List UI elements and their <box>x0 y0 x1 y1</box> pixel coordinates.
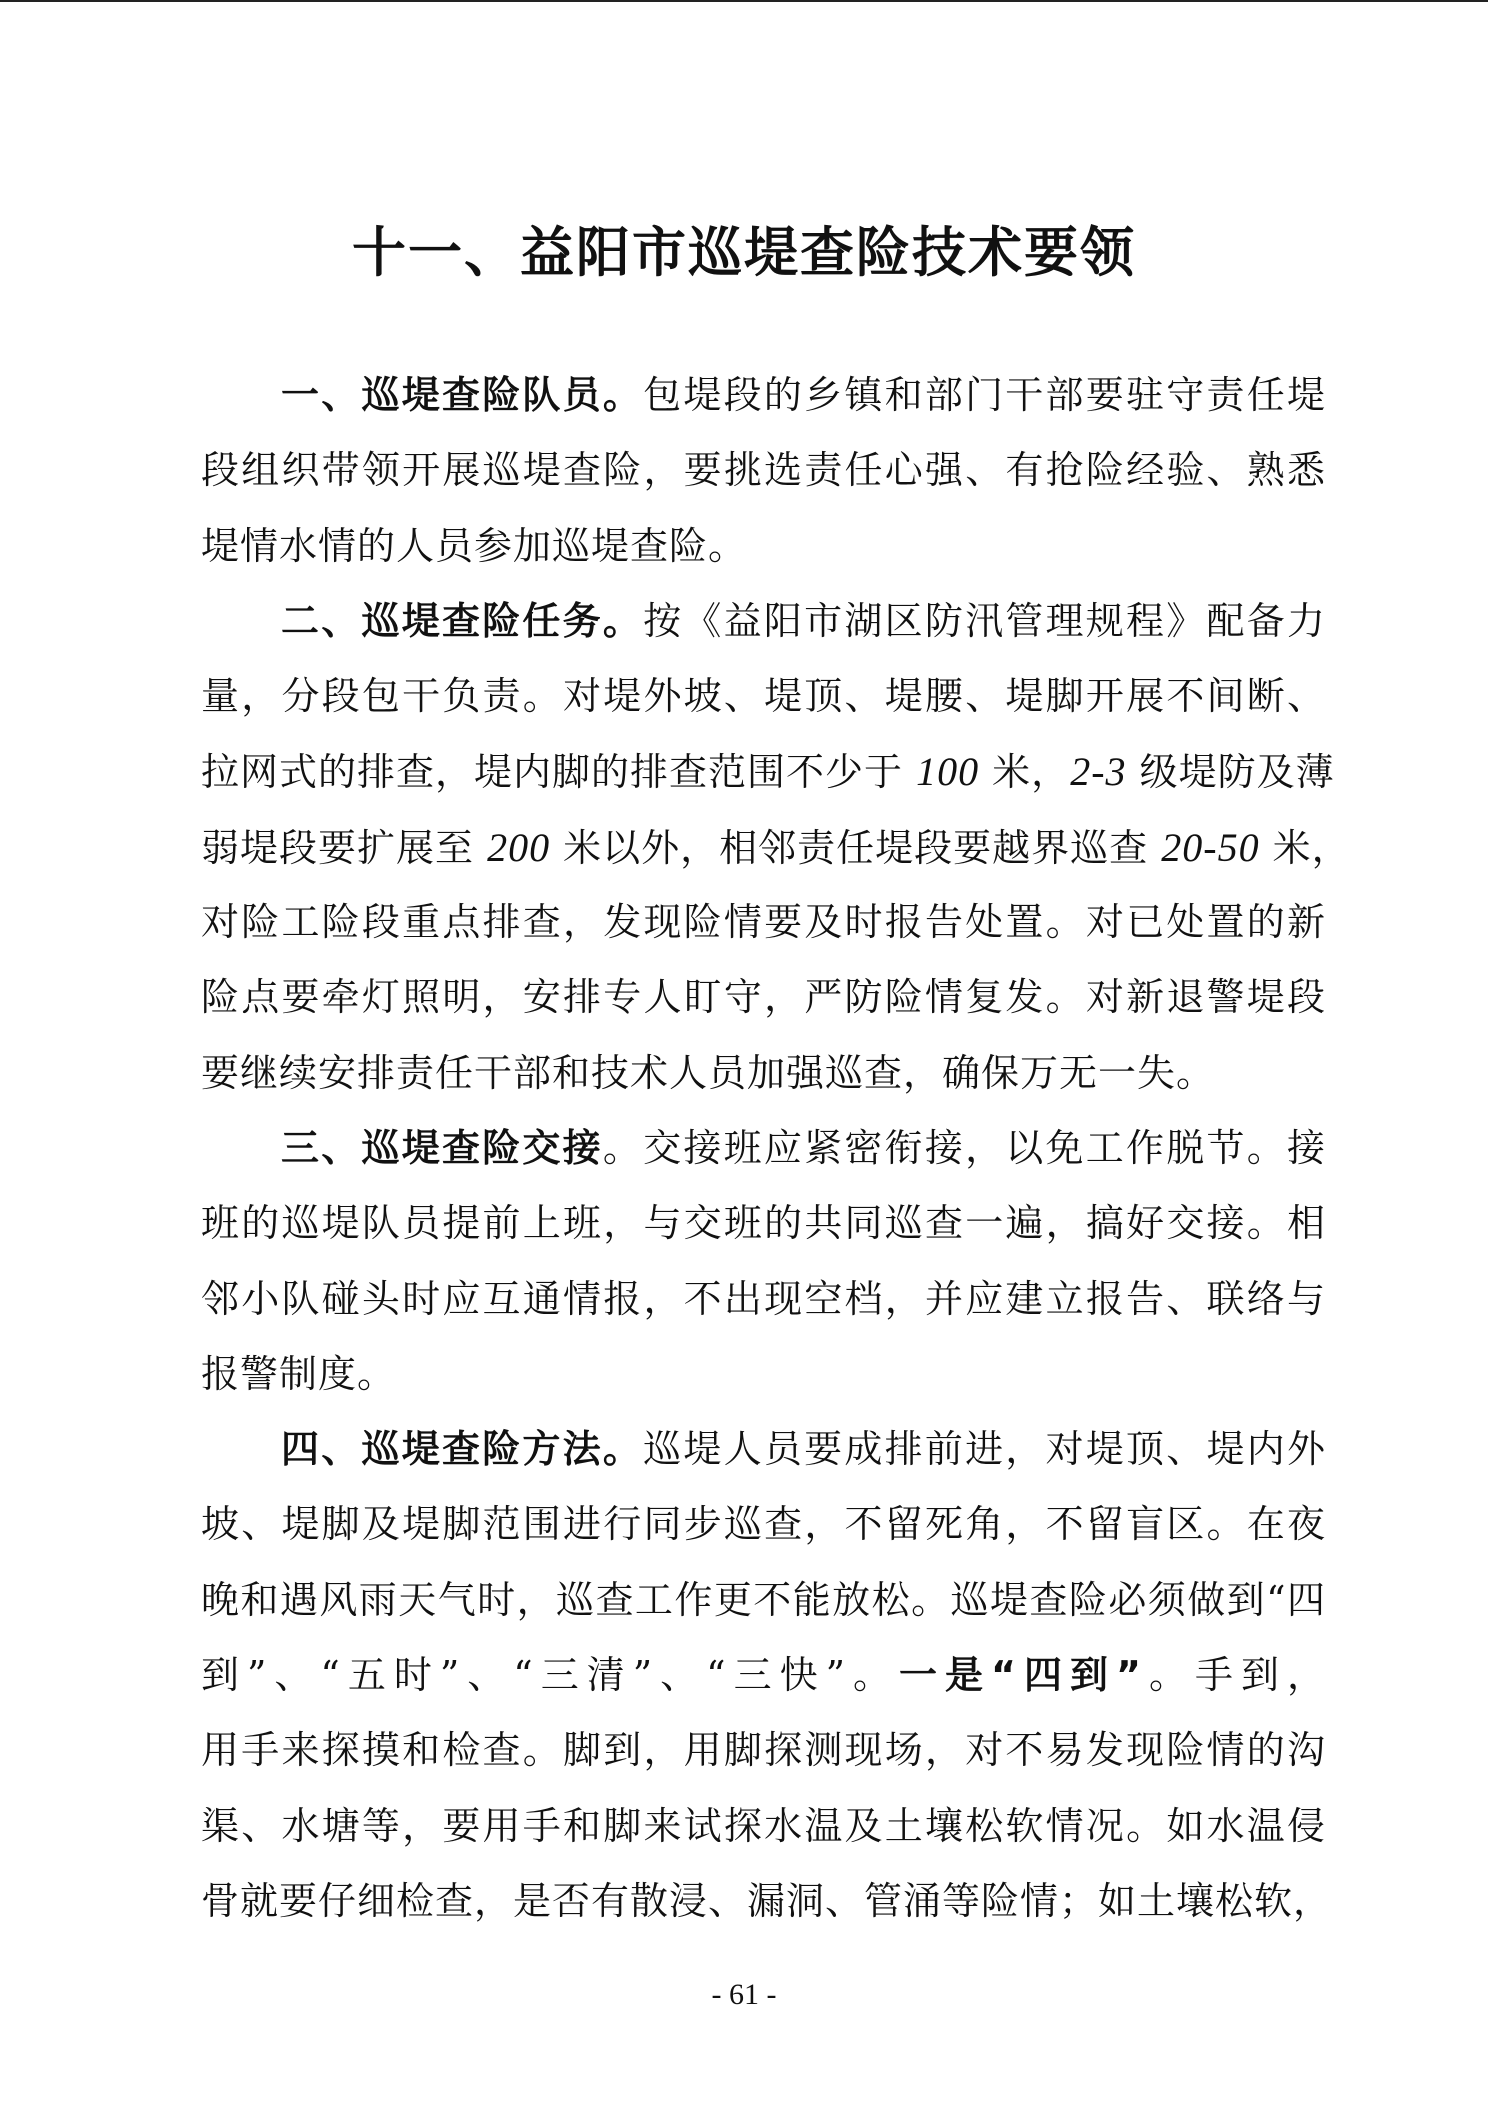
text-segment: 段组织带领开展巡堤查险，要挑选责任心强、有抢险经验、熟悉 <box>201 448 1326 493</box>
text-line <box>201 1186 1326 1261</box>
text-line <box>201 1262 1326 1337</box>
text-line <box>201 1036 1326 1111</box>
text-segment: 米， <box>979 750 1071 795</box>
text-line <box>201 1864 1333 1939</box>
text-segment: 拉网式的排查，堤内脚的排查范围不少于 <box>201 750 917 795</box>
text-line <box>201 659 1326 734</box>
text-segment: 按《益阳市湖区防汛管理规程》配备力 <box>643 598 1326 643</box>
text-line <box>201 1563 1326 1638</box>
text-line <box>201 1713 1326 1788</box>
page-top-border <box>0 0 1488 2</box>
text-segment: 到”、“五时”、“三清”、“三快”。 <box>201 1653 900 1698</box>
section-heading: 一是“四到” <box>899 1653 1142 1698</box>
document-body <box>201 358 1351 1939</box>
text-segment: 200 <box>487 824 551 870</box>
text-segment: 级堤防及薄 <box>1126 750 1335 795</box>
text-line <box>201 734 1335 809</box>
text-segment: 巡堤人员要成排前进，对堤顶、堤内外 <box>643 1427 1326 1472</box>
text-line <box>201 584 1326 659</box>
text-line <box>201 1412 1326 1487</box>
section-heading: 四、巡堤查险方法。 <box>281 1427 644 1472</box>
text-segment: 100 <box>916 749 980 795</box>
paragraph <box>201 358 1326 584</box>
text-segment: 班的巡堤队员提前上班，与交班的共同巡查一遍，搞好交接。相 <box>201 1201 1326 1246</box>
text-segment: 堤情水情的人员参加巡堤查险。 <box>201 523 748 568</box>
text-segment: 渠、水塘等，要用手和脚来试探水温及土壤松软情况。如水温侵 <box>201 1803 1326 1848</box>
paragraph <box>201 1111 1326 1412</box>
text-segment: 米， <box>1259 825 1351 870</box>
text-line <box>201 509 1326 584</box>
section-heading: 一、巡堤查险队员。 <box>281 373 644 417</box>
text-segment: 。交接班应紧密衔接，以免工作脱节。接 <box>602 1125 1326 1170</box>
section-heading: 三、巡堤查险交接 <box>281 1125 603 1170</box>
text-segment: 邻小队碰头时应互通情报，不出现空档，并应建立报告、联络与 <box>201 1276 1326 1321</box>
text-line <box>201 1487 1326 1562</box>
section-heading: 二、巡堤查险任务。 <box>281 598 644 643</box>
page-number: - 61 - <box>711 1978 777 2011</box>
text-line <box>201 1111 1326 1186</box>
text-segment: 报警制度。 <box>201 1351 397 1396</box>
text-segment: 要继续安排责任干部和技术人员加强巡查，确保万无一失。 <box>201 1050 1216 1095</box>
text-segment: 坡、堤脚及堤脚范围进行同步巡查，不留死角，不留盲区。在夜 <box>201 1502 1326 1547</box>
text-segment: 用手来探摸和检查。脚到，用脚探测现场，对不易发现险情的沟 <box>201 1728 1326 1773</box>
text-segment: 对险工险段重点排查，发现险情要及时报告处置。对已处置的新 <box>201 900 1326 945</box>
text-line <box>201 358 1326 433</box>
paragraph <box>201 584 1351 1111</box>
text-line <box>201 433 1326 508</box>
text-segment: 弱堤段要扩展至 <box>201 825 488 870</box>
text-segment: 骨就要仔细检查，是否有散浸、漏洞、管涌等险情；如土壤松软， <box>201 1878 1333 1923</box>
text-line <box>201 810 1351 885</box>
text-line <box>201 1789 1326 1864</box>
text-line <box>201 1337 1326 1412</box>
text-segment: 险点要牵灯照明，安排专人盯守，严防险情复发。对新退警堤段 <box>201 975 1326 1020</box>
text-line <box>201 885 1326 960</box>
text-segment: 晚和遇风雨天气时，巡查工作更不能放松。巡堤查险必须做到“四 <box>201 1577 1326 1622</box>
text-segment: 量，分段包干负责。对堤外坡、堤顶、堤腰、堤脚开展不间断、 <box>201 674 1326 719</box>
text-segment: 米以外，相邻责任堤段要越界巡查 <box>550 825 1162 870</box>
text-segment: 2-3 <box>1070 749 1127 795</box>
text-line <box>201 960 1326 1035</box>
text-segment: 20-50 <box>1161 824 1260 870</box>
text-line <box>201 1638 1326 1713</box>
paragraph <box>201 1412 1333 1939</box>
page-title: 十一、益阳市巡堤查险技术要领 <box>352 221 1136 284</box>
text-segment: 包堤段的乡镇和部门干部要驻守责任堤 <box>643 373 1326 417</box>
text-segment: 。手到， <box>1141 1653 1326 1698</box>
